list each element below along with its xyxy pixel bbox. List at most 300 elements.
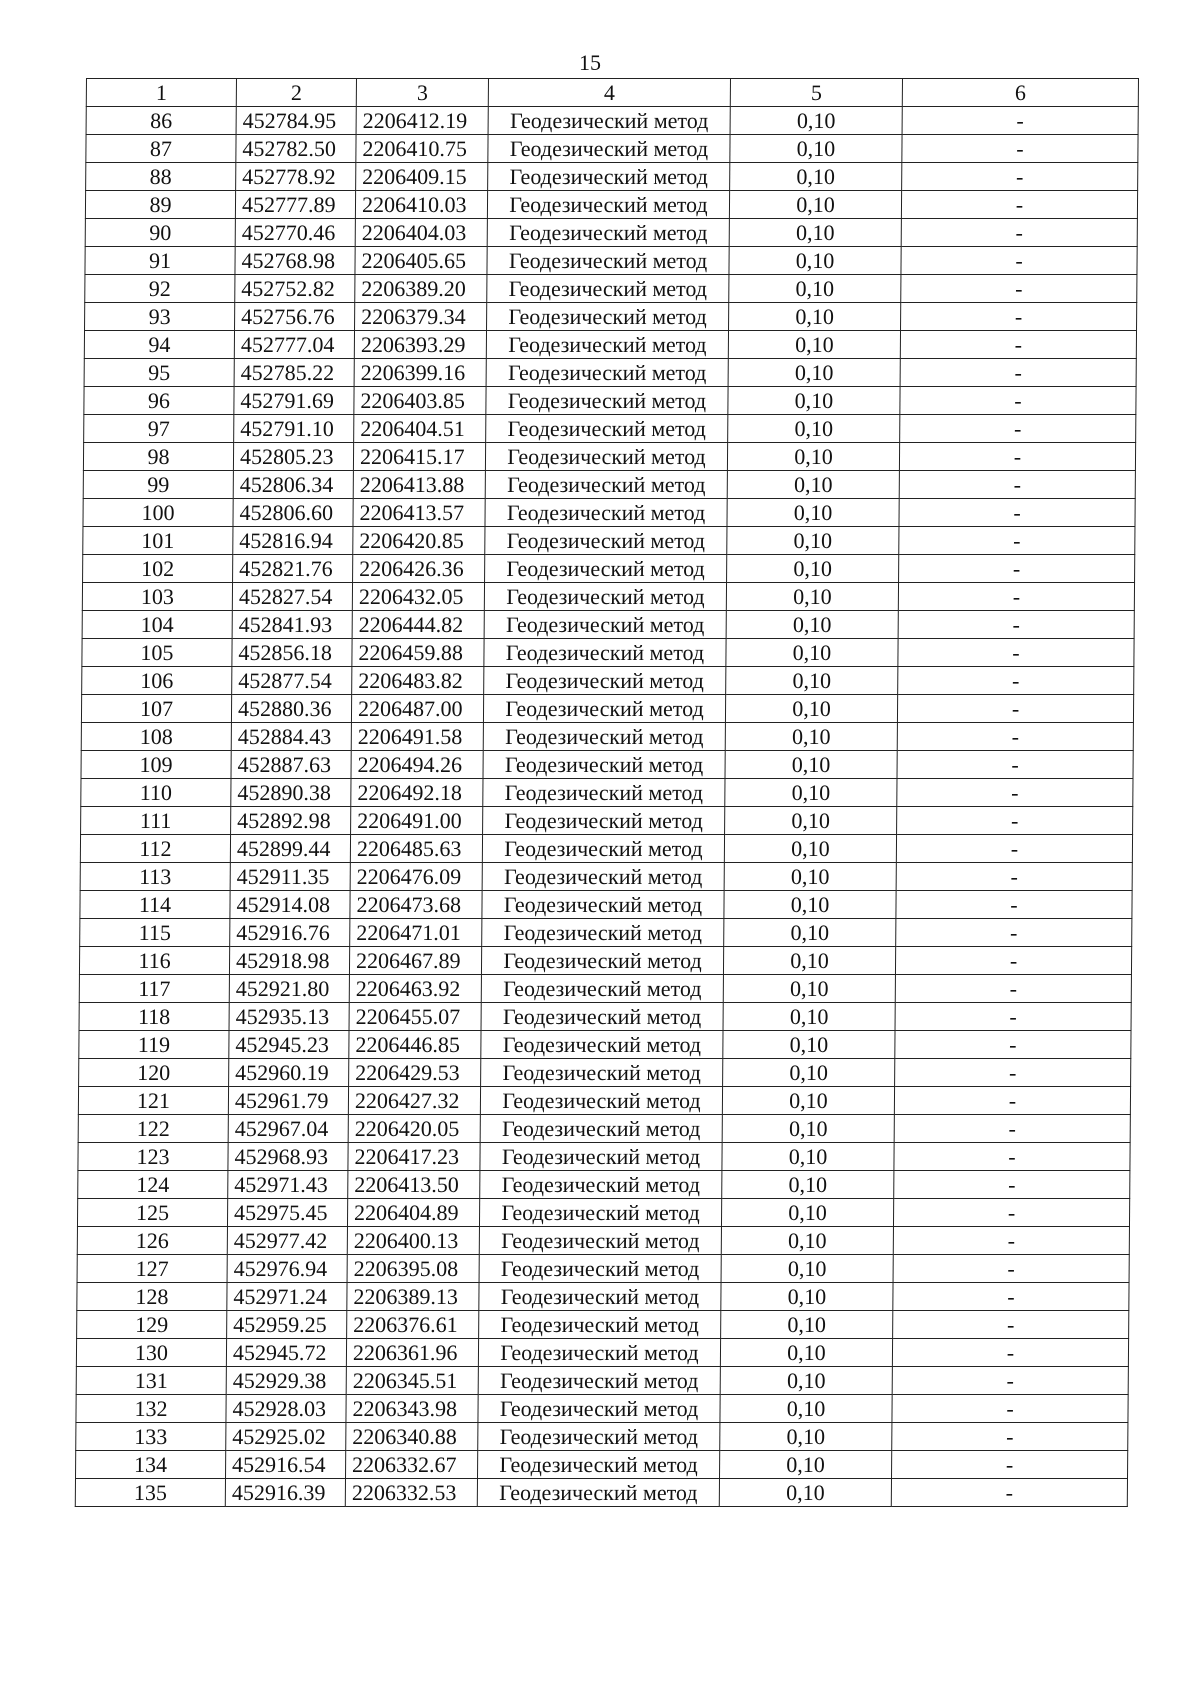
- accuracy-cell: 0,10: [727, 499, 899, 527]
- accuracy-cell: 0,10: [723, 1003, 895, 1031]
- point-number-cell: 88: [86, 163, 236, 191]
- point-number-cell: 122: [78, 1115, 228, 1143]
- x-coordinate-cell: 452911.35: [230, 863, 350, 891]
- note-cell: -: [894, 1115, 1130, 1143]
- header-col-1: 1: [86, 79, 236, 107]
- point-number-cell: 124: [78, 1171, 228, 1199]
- point-number-cell: 123: [78, 1143, 228, 1171]
- header-col-2: 2: [236, 79, 356, 107]
- x-coordinate-cell: 452899.44: [230, 835, 350, 863]
- x-coordinate-cell: 452971.24: [227, 1283, 347, 1311]
- note-cell: -: [901, 303, 1137, 331]
- y-coordinate-cell: 2206404.89: [347, 1199, 479, 1227]
- table-row: [85, 191, 1137, 219]
- x-coordinate-cell: 452959.25: [227, 1311, 347, 1339]
- page-number: 15: [579, 50, 601, 75]
- accuracy-cell: 0,10: [728, 331, 900, 359]
- x-coordinate-cell: 452884.43: [231, 723, 351, 751]
- x-coordinate-cell: 452770.46: [235, 219, 355, 247]
- method-cell: Геодезический метод: [478, 1367, 720, 1395]
- note-cell: -: [901, 247, 1137, 275]
- method-cell: Геодезический метод: [486, 415, 728, 443]
- header-col-4: 4: [488, 79, 730, 107]
- point-number-cell: 135: [75, 1479, 225, 1507]
- table-row: [77, 1255, 1129, 1283]
- note-cell: -: [901, 275, 1137, 303]
- note-cell: -: [897, 695, 1133, 723]
- table-row: [79, 975, 1131, 1003]
- method-cell: Геодезический метод: [481, 1059, 723, 1087]
- point-number-cell: 117: [79, 975, 229, 1003]
- accuracy-cell: 0,10: [721, 1255, 893, 1283]
- x-coordinate-cell: 452916.54: [226, 1451, 346, 1479]
- point-number-cell: 130: [76, 1339, 226, 1367]
- y-coordinate-cell: 2206420.85: [353, 527, 485, 555]
- note-cell: -: [899, 471, 1135, 499]
- method-cell: Геодезический метод: [477, 1479, 719, 1507]
- table-row: [79, 1031, 1131, 1059]
- method-cell: Геодезический метод: [480, 1115, 722, 1143]
- method-cell: Геодезический метод: [481, 947, 723, 975]
- accuracy-cell: 0,10: [729, 247, 901, 275]
- point-number-cell: 93: [85, 303, 235, 331]
- accuracy-cell: 0,10: [723, 975, 895, 1003]
- accuracy-cell: 0,10: [728, 415, 900, 443]
- y-coordinate-cell: 2206345.51: [346, 1367, 478, 1395]
- table-row: [82, 667, 1134, 695]
- y-coordinate-cell: 2206389.13: [347, 1283, 479, 1311]
- method-cell: Геодезический метод: [478, 1339, 720, 1367]
- x-coordinate-cell: 452887.63: [231, 751, 351, 779]
- accuracy-cell: 0,10: [726, 583, 898, 611]
- x-coordinate-cell: 452921.80: [229, 975, 349, 1003]
- x-coordinate-cell: 452777.89: [235, 191, 355, 219]
- accuracy-cell: 0,10: [720, 1367, 892, 1395]
- accuracy-cell: 0,10: [723, 947, 895, 975]
- accuracy-cell: 0,10: [725, 779, 897, 807]
- note-cell: -: [901, 219, 1137, 247]
- table-body: [75, 107, 1138, 1507]
- note-cell: -: [896, 863, 1132, 891]
- point-number-cell: 120: [79, 1059, 229, 1087]
- point-number-cell: 109: [81, 751, 231, 779]
- x-coordinate-cell: 452752.82: [235, 275, 355, 303]
- y-coordinate-cell: 2206340.88: [346, 1423, 478, 1451]
- table-row: [78, 1143, 1130, 1171]
- note-cell: -: [893, 1199, 1129, 1227]
- table-row: [77, 1227, 1129, 1255]
- point-number-cell: 101: [83, 527, 233, 555]
- point-number-cell: 90: [85, 219, 235, 247]
- table-header: [86, 79, 1138, 107]
- x-coordinate-cell: 452856.18: [232, 639, 352, 667]
- y-coordinate-cell: 2206332.53: [345, 1479, 477, 1507]
- table-row: [77, 1283, 1129, 1311]
- point-number-cell: 107: [81, 695, 231, 723]
- table-row: [76, 1451, 1128, 1479]
- y-coordinate-cell: 2206483.82: [352, 667, 484, 695]
- accuracy-cell: 0,10: [722, 1115, 894, 1143]
- table-row: [84, 331, 1136, 359]
- table-row: [77, 1311, 1129, 1339]
- x-coordinate-cell: 452778.92: [236, 163, 356, 191]
- x-coordinate-cell: 452827.54: [232, 583, 352, 611]
- point-number-cell: 131: [76, 1367, 226, 1395]
- x-coordinate-cell: 452791.69: [234, 387, 354, 415]
- y-coordinate-cell: 2206379.34: [355, 303, 487, 331]
- table-row: [78, 1087, 1130, 1115]
- y-coordinate-cell: 2206405.65: [355, 247, 487, 275]
- x-coordinate-cell: 452971.43: [228, 1171, 348, 1199]
- point-number-cell: 114: [80, 891, 230, 919]
- x-coordinate-cell: 452967.04: [228, 1115, 348, 1143]
- note-cell: -: [897, 779, 1133, 807]
- method-cell: Геодезический метод: [487, 191, 729, 219]
- accuracy-cell: 0,10: [730, 107, 902, 135]
- table-row: [85, 275, 1137, 303]
- point-number-cell: 94: [84, 331, 234, 359]
- y-coordinate-cell: 2206410.75: [356, 135, 488, 163]
- note-cell: -: [899, 443, 1135, 471]
- accuracy-cell: 0,10: [727, 443, 899, 471]
- table-row: [79, 1003, 1131, 1031]
- point-number-cell: 103: [82, 583, 232, 611]
- x-coordinate-cell: 452805.23: [233, 443, 353, 471]
- table-row: [81, 807, 1133, 835]
- y-coordinate-cell: 2206492.18: [351, 779, 483, 807]
- method-cell: Геодезический метод: [481, 1003, 723, 1031]
- y-coordinate-cell: 2206427.32: [348, 1087, 480, 1115]
- table-row: [81, 751, 1133, 779]
- accuracy-cell: 0,10: [720, 1339, 892, 1367]
- method-cell: Геодезический метод: [479, 1227, 721, 1255]
- y-coordinate-cell: 2206404.03: [355, 219, 487, 247]
- y-coordinate-cell: 2206403.85: [354, 387, 486, 415]
- table-row: [83, 443, 1135, 471]
- x-coordinate-cell: 452935.13: [229, 1003, 349, 1031]
- x-coordinate-cell: 452925.02: [226, 1423, 346, 1451]
- y-coordinate-cell: 2206415.17: [353, 443, 485, 471]
- x-coordinate-cell: 452756.76: [235, 303, 355, 331]
- y-coordinate-cell: 2206432.05: [352, 583, 484, 611]
- x-coordinate-cell: 452806.60: [233, 499, 353, 527]
- y-coordinate-cell: 2206409.15: [356, 163, 488, 191]
- y-coordinate-cell: 2206487.00: [351, 695, 483, 723]
- method-cell: Геодезический метод: [483, 723, 725, 751]
- method-cell: Геодезический метод: [480, 1171, 722, 1199]
- method-cell: Геодезический метод: [478, 1395, 720, 1423]
- table-row: [85, 219, 1137, 247]
- y-coordinate-cell: 2206473.68: [350, 891, 482, 919]
- y-coordinate-cell: 2206393.29: [354, 331, 486, 359]
- x-coordinate-cell: 452890.38: [231, 779, 351, 807]
- method-cell: Геодезический метод: [485, 499, 727, 527]
- note-cell: -: [896, 891, 1132, 919]
- table-row: [85, 303, 1137, 331]
- note-cell: -: [899, 527, 1135, 555]
- accuracy-cell: 0,10: [720, 1451, 892, 1479]
- x-coordinate-cell: 452960.19: [229, 1059, 349, 1087]
- y-coordinate-cell: 2206426.36: [353, 555, 485, 583]
- method-cell: Геодезический метод: [478, 1451, 720, 1479]
- table-row: [76, 1339, 1128, 1367]
- x-coordinate-cell: 452918.98: [229, 947, 349, 975]
- note-cell: -: [902, 163, 1138, 191]
- method-cell: Геодезический метод: [484, 667, 726, 695]
- point-number-cell: 87: [86, 135, 236, 163]
- table-row: [78, 1171, 1130, 1199]
- note-cell: -: [897, 723, 1133, 751]
- accuracy-cell: 0,10: [725, 751, 897, 779]
- x-coordinate-cell: 452877.54: [232, 667, 352, 695]
- point-number-cell: 128: [77, 1283, 227, 1311]
- table-row: [76, 1367, 1128, 1395]
- table-row: [81, 695, 1133, 723]
- note-cell: -: [899, 499, 1135, 527]
- point-number-cell: 112: [80, 835, 230, 863]
- method-cell: Геодезический метод: [480, 1087, 722, 1115]
- y-coordinate-cell: 2206361.96: [346, 1339, 478, 1367]
- y-coordinate-cell: 2206413.88: [353, 471, 485, 499]
- point-number-cell: 108: [81, 723, 231, 751]
- accuracy-cell: 0,10: [726, 639, 898, 667]
- method-cell: Геодезический метод: [486, 359, 728, 387]
- point-number-cell: 119: [79, 1031, 229, 1059]
- y-coordinate-cell: 2206395.08: [347, 1255, 479, 1283]
- method-cell: Геодезический метод: [481, 975, 723, 1003]
- table-row: [80, 891, 1132, 919]
- accuracy-cell: 0,10: [723, 1059, 895, 1087]
- y-coordinate-cell: 2206444.82: [352, 611, 484, 639]
- accuracy-cell: 0,10: [721, 1227, 893, 1255]
- table-row: [79, 947, 1131, 975]
- header-col-5: 5: [730, 79, 902, 107]
- method-cell: Геодезический метод: [483, 695, 725, 723]
- x-coordinate-cell: 452916.39: [225, 1479, 345, 1507]
- x-coordinate-cell: 452916.76: [230, 919, 350, 947]
- table-row: [81, 779, 1133, 807]
- y-coordinate-cell: 2206389.20: [355, 275, 487, 303]
- note-cell: -: [902, 135, 1138, 163]
- y-coordinate-cell: 2206446.85: [349, 1031, 481, 1059]
- accuracy-cell: 0,10: [729, 303, 901, 331]
- x-coordinate-cell: 452945.23: [229, 1031, 349, 1059]
- point-number-cell: 106: [82, 667, 232, 695]
- method-cell: Геодезический метод: [482, 835, 724, 863]
- accuracy-cell: 0,10: [725, 807, 897, 835]
- table-row: [80, 863, 1132, 891]
- x-coordinate-cell: 452892.98: [231, 807, 351, 835]
- point-number-cell: 100: [83, 499, 233, 527]
- accuracy-cell: 0,10: [725, 695, 897, 723]
- x-coordinate-cell: 452806.34: [233, 471, 353, 499]
- note-cell: -: [896, 835, 1132, 863]
- note-cell: -: [898, 583, 1134, 611]
- table-row: [81, 723, 1133, 751]
- method-cell: Геодезический метод: [484, 611, 726, 639]
- header-col-3: 3: [356, 79, 488, 107]
- note-cell: -: [892, 1451, 1128, 1479]
- method-cell: Геодезический метод: [486, 387, 728, 415]
- x-coordinate-cell: 452784.95: [236, 107, 356, 135]
- table-row: [75, 1479, 1127, 1507]
- note-cell: -: [892, 1423, 1128, 1451]
- accuracy-cell: 0,10: [722, 1171, 894, 1199]
- x-coordinate-cell: 452821.76: [233, 555, 353, 583]
- accuracy-cell: 0,10: [730, 163, 902, 191]
- accuracy-cell: 0,10: [720, 1395, 892, 1423]
- y-coordinate-cell: 2206410.03: [355, 191, 487, 219]
- accuracy-cell: 0,10: [727, 471, 899, 499]
- table-row: [83, 555, 1135, 583]
- method-cell: Геодезический метод: [486, 331, 728, 359]
- method-cell: Геодезический метод: [485, 555, 727, 583]
- y-coordinate-cell: 2206332.67: [346, 1451, 478, 1479]
- method-cell: Геодезический метод: [482, 891, 724, 919]
- x-coordinate-cell: 452768.98: [235, 247, 355, 275]
- point-number-cell: 116: [79, 947, 229, 975]
- method-cell: Геодезический метод: [488, 163, 730, 191]
- table-row: [78, 1115, 1130, 1143]
- point-number-cell: 91: [85, 247, 235, 275]
- accuracy-cell: 0,10: [721, 1311, 893, 1339]
- y-coordinate-cell: 2206417.23: [348, 1143, 480, 1171]
- note-cell: -: [902, 107, 1138, 135]
- accuracy-cell: 0,10: [724, 919, 896, 947]
- point-number-cell: 96: [84, 387, 234, 415]
- x-coordinate-cell: 452816.94: [233, 527, 353, 555]
- note-cell: -: [900, 359, 1136, 387]
- table-row: [76, 1395, 1128, 1423]
- note-cell: -: [899, 555, 1135, 583]
- point-number-cell: 129: [77, 1311, 227, 1339]
- accuracy-cell: 0,10: [726, 667, 898, 695]
- table-row: [84, 359, 1136, 387]
- table-row: [83, 499, 1135, 527]
- accuracy-cell: 0,10: [730, 135, 902, 163]
- point-number-cell: 115: [80, 919, 230, 947]
- point-number-cell: 133: [76, 1423, 226, 1451]
- x-coordinate-cell: 452961.79: [228, 1087, 348, 1115]
- note-cell: -: [891, 1479, 1127, 1507]
- y-coordinate-cell: 2206467.89: [349, 947, 481, 975]
- y-coordinate-cell: 2206455.07: [349, 1003, 481, 1031]
- accuracy-cell: 0,10: [724, 863, 896, 891]
- accuracy-cell: 0,10: [722, 1143, 894, 1171]
- method-cell: Геодезический метод: [485, 527, 727, 555]
- y-coordinate-cell: 2206476.09: [350, 863, 482, 891]
- note-cell: -: [898, 639, 1134, 667]
- table-row: [83, 527, 1135, 555]
- x-coordinate-cell: 452782.50: [236, 135, 356, 163]
- note-cell: -: [901, 191, 1137, 219]
- point-number-cell: 86: [86, 107, 236, 135]
- x-coordinate-cell: 452791.10: [234, 415, 354, 443]
- accuracy-cell: 0,10: [721, 1199, 893, 1227]
- x-coordinate-cell: 452975.45: [227, 1199, 347, 1227]
- point-number-cell: 113: [80, 863, 230, 891]
- point-number-cell: 104: [82, 611, 232, 639]
- header-row: [86, 79, 1138, 107]
- method-cell: Геодезический метод: [485, 471, 727, 499]
- y-coordinate-cell: 2206463.92: [349, 975, 481, 1003]
- method-cell: Геодезический метод: [483, 807, 725, 835]
- method-cell: Геодезический метод: [483, 751, 725, 779]
- method-cell: Геодезический метод: [480, 1143, 722, 1171]
- point-number-cell: 102: [83, 555, 233, 583]
- method-cell: Геодезический метод: [484, 583, 726, 611]
- point-number-cell: 121: [78, 1087, 228, 1115]
- header-col-6: 6: [902, 79, 1138, 107]
- point-number-cell: 126: [77, 1227, 227, 1255]
- table-row: [86, 135, 1138, 163]
- accuracy-cell: 0,10: [722, 1087, 894, 1115]
- x-coordinate-cell: 452785.22: [234, 359, 354, 387]
- table-row: [86, 163, 1138, 191]
- note-cell: -: [895, 1031, 1131, 1059]
- note-cell: -: [895, 947, 1131, 975]
- accuracy-cell: 0,10: [729, 219, 901, 247]
- method-cell: Геодезический метод: [479, 1283, 721, 1311]
- point-number-cell: 134: [76, 1451, 226, 1479]
- point-number-cell: 98: [83, 443, 233, 471]
- table-row: [83, 471, 1135, 499]
- x-coordinate-cell: 452977.42: [227, 1227, 347, 1255]
- y-coordinate-cell: 2206491.00: [351, 807, 483, 835]
- accuracy-cell: 0,10: [725, 723, 897, 751]
- table-row: [82, 639, 1134, 667]
- x-coordinate-cell: 452928.03: [226, 1395, 346, 1423]
- accuracy-cell: 0,10: [724, 835, 896, 863]
- point-number-cell: 95: [84, 359, 234, 387]
- point-number-cell: 99: [83, 471, 233, 499]
- y-coordinate-cell: 2206485.63: [350, 835, 482, 863]
- table-row: [86, 107, 1138, 135]
- method-cell: Геодезический метод: [484, 639, 726, 667]
- accuracy-cell: 0,10: [724, 891, 896, 919]
- accuracy-cell: 0,10: [719, 1479, 891, 1507]
- y-coordinate-cell: 2206343.98: [346, 1395, 478, 1423]
- y-coordinate-cell: 2206412.19: [356, 107, 488, 135]
- point-number-cell: 110: [81, 779, 231, 807]
- table-row: [76, 1423, 1128, 1451]
- method-cell: Геодезический метод: [479, 1255, 721, 1283]
- x-coordinate-cell: 452929.38: [226, 1367, 346, 1395]
- table-row: [82, 611, 1134, 639]
- accuracy-cell: 0,10: [723, 1031, 895, 1059]
- note-cell: -: [900, 331, 1136, 359]
- accuracy-cell: 0,10: [729, 191, 901, 219]
- y-coordinate-cell: 2206399.16: [354, 359, 486, 387]
- note-cell: -: [896, 919, 1132, 947]
- table-row: [85, 247, 1137, 275]
- y-coordinate-cell: 2206404.51: [354, 415, 486, 443]
- y-coordinate-cell: 2206491.58: [351, 723, 483, 751]
- method-cell: Геодезический метод: [488, 135, 730, 163]
- method-cell: Геодезический метод: [478, 1423, 720, 1451]
- method-cell: Геодезический метод: [481, 1031, 723, 1059]
- method-cell: Геодезический метод: [482, 919, 724, 947]
- point-number-cell: 105: [82, 639, 232, 667]
- note-cell: -: [895, 975, 1131, 1003]
- y-coordinate-cell: 2206459.88: [352, 639, 484, 667]
- y-coordinate-cell: 2206413.57: [353, 499, 485, 527]
- accuracy-cell: 0,10: [726, 611, 898, 639]
- note-cell: -: [897, 751, 1133, 779]
- accuracy-cell: 0,10: [727, 527, 899, 555]
- note-cell: -: [892, 1339, 1128, 1367]
- accuracy-cell: 0,10: [727, 555, 899, 583]
